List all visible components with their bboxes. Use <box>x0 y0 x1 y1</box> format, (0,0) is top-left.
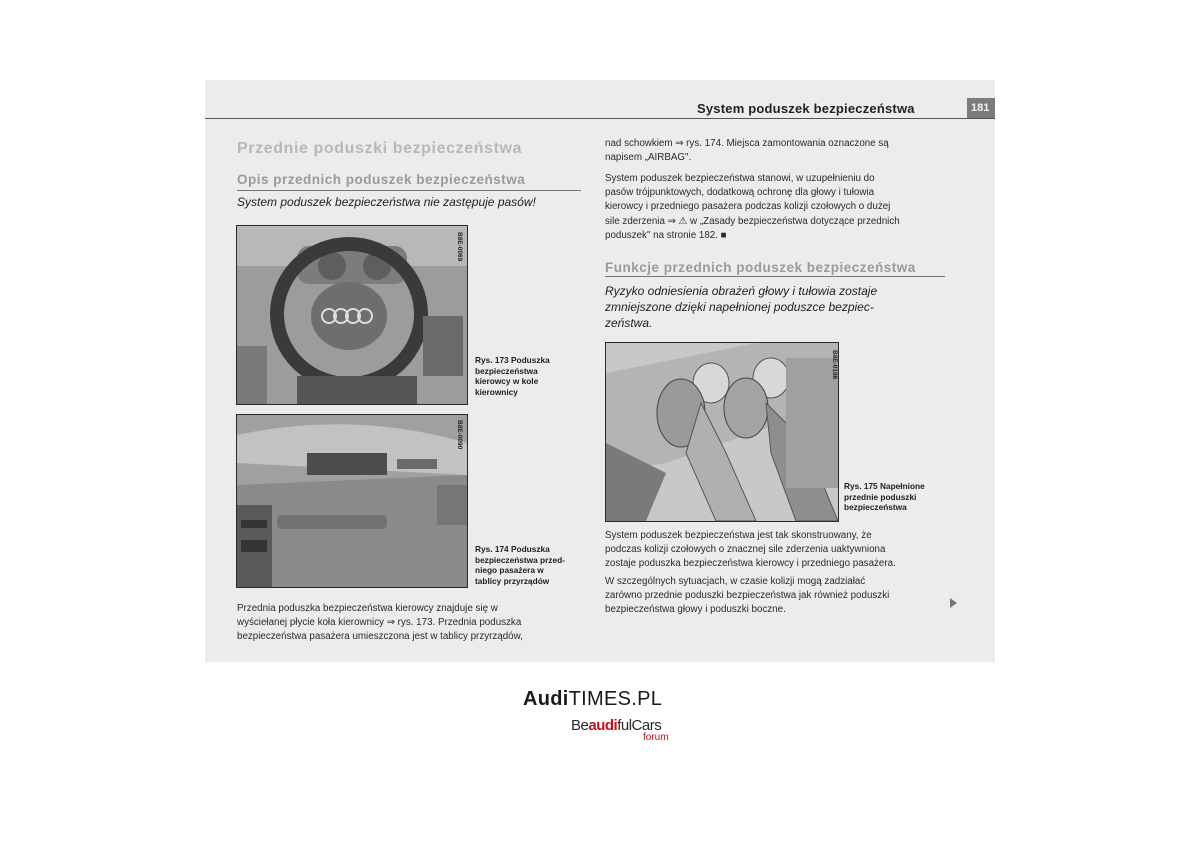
text-line: poduszek" na stronie 182. ■ <box>605 229 727 241</box>
figure-code-174: B8E-0090 <box>456 420 463 450</box>
caption-line: przednie poduszki <box>844 491 917 502</box>
body-text-right-2 <box>605 172 950 243</box>
text-line: kierowcy i przedniego pasażera podczas kolizji czołowych o dużej <box>605 201 891 213</box>
steering-wheel-illustration <box>237 226 467 404</box>
text-line: bezpieczeństwa głowy i poduszki boczne. <box>605 604 786 616</box>
caption-line: bezpieczeństwa <box>844 502 907 512</box>
caption-line: bezpieczeństwa przed- <box>475 554 565 565</box>
text-line: napisem „AIRBAG". <box>605 152 692 164</box>
text-line: podczas kolizji czołowych o znacznej sile zderzenia uaktywniona <box>605 544 886 556</box>
text-line: nad schowkiem ⇒ rys. 174. Miejsca zamontowania oznaczone są <box>605 138 889 149</box>
caption-line: Rys. 175 Napełnione <box>844 481 925 491</box>
logo2-part: fulCars <box>617 717 662 734</box>
auditimes-logo <box>523 688 662 711</box>
caption-line: kierowcy w kole <box>475 376 539 386</box>
header-rule <box>205 118 995 119</box>
caption-line: niego pasażera w <box>475 565 544 575</box>
logo2-part: Be <box>571 717 589 734</box>
forum-label: forum <box>643 732 669 743</box>
text-line: bezpieczeństwa pasażera umieszczona jest w tablicy przyrządów, <box>237 631 523 643</box>
logo2-part: audi <box>588 717 618 734</box>
body-text-right-1 <box>605 137 950 165</box>
text-line: zarówno przednie poduszki bezpieczeństwa jak również poduszki <box>605 590 890 602</box>
text-line: Ryzyko odniesienia obrażeń głowy i tułowia zostaje <box>605 284 878 298</box>
caption-line: Rys. 174 Poduszka <box>475 544 550 554</box>
logo-times: TIMES.PL <box>568 688 663 710</box>
caption-fig-173 <box>475 355 550 397</box>
text-line: zostaje poduszka bezpieczeństwa kierowcy i przedniego pasażera. <box>605 558 896 570</box>
caption-line: Rys. 173 Poduszka <box>475 355 550 365</box>
text-line: pasów trójpunktowych, dodatkową ochronę dla głowy i tułowia <box>605 187 875 199</box>
text-line: W szczególnych sytuacjach, w czasie kolizji mogą zadziałać <box>605 576 866 587</box>
logo-audi: Audi <box>523 688 569 710</box>
manual-page-scan <box>205 80 995 662</box>
text-line: System poduszek bezpieczeństwa jest tak skonstruowany, że <box>605 530 872 541</box>
caption-fig-174 <box>475 544 565 586</box>
lead-text-left: System poduszek bezpieczeństwa nie zastępuje pasów! <box>237 195 536 209</box>
text-line: wyściełanej płycie koła kierownicy ⇒ rys. 173. Przednia poduszka <box>237 617 522 629</box>
caption-line: tablicy przyrządów <box>475 575 550 586</box>
caption-line: bezpieczeństwa <box>475 365 538 376</box>
figure-dashboard <box>236 414 468 588</box>
body-text-left <box>237 602 587 645</box>
figure-inflated-airbags <box>605 342 839 522</box>
text-line: System poduszek bezpieczeństwa stanowi, w uzupełnieniu do <box>605 173 875 184</box>
subheading-rule <box>605 276 945 277</box>
body-text-right-3 <box>605 529 955 572</box>
dashboard-illustration <box>237 415 467 587</box>
subheading-function: Funkcje przednich poduszek bezpieczeństwa <box>605 260 916 275</box>
section-header-title: System poduszek bezpieczeństwa <box>697 101 915 116</box>
body-text-right-4 <box>605 575 955 618</box>
inflated-airbags-illustration <box>606 343 838 521</box>
subheading-description: Opis przednich poduszek bezpieczeństwa <box>237 172 526 187</box>
figure-code-175: B8E-0196 <box>831 350 838 380</box>
caption-fig-175 <box>844 481 925 513</box>
caption-line: kierownicy <box>475 386 518 397</box>
figure-code-173: B8E-0069 <box>456 232 463 262</box>
text-line: zeństwa. <box>605 316 653 330</box>
text-line: sile zderzenia ⇒ ⚠ w „Zasady bezpieczeństwa dotyczące przednich <box>605 215 900 227</box>
text-line: Przednia poduszka bezpieczeństwa kierowcy znajduje się w <box>237 603 498 614</box>
next-page-arrow-icon <box>950 598 957 608</box>
text-line: zmniejszone dzięki napełnionej poduszce bezpiec- <box>605 300 874 314</box>
subheading-rule <box>237 190 581 191</box>
figure-steering-wheel <box>236 225 468 405</box>
page-number: 181 <box>967 98 995 118</box>
main-heading: Przednie poduszki bezpieczeństwa <box>237 140 523 157</box>
lead-text-right <box>605 283 945 331</box>
